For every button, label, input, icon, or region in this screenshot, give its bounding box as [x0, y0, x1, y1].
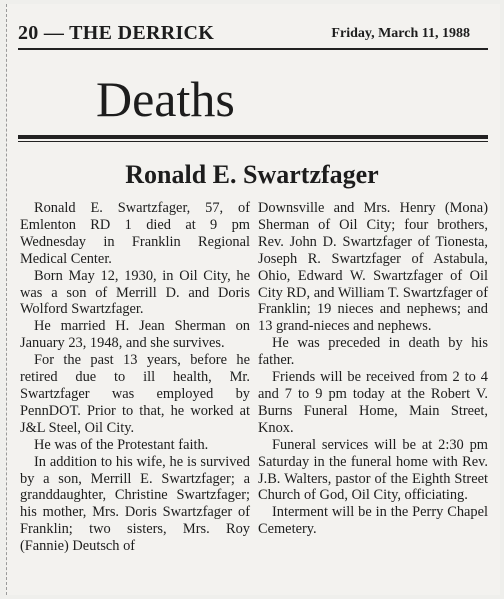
paragraph-3: He married H. Jean Sherman on January 23, 1948, and she survives.: [20, 318, 250, 352]
paragraph-4: For the past 13 years, before he retired due to ill health, Mr. Swartzfager was employed by PennDOT. Prior to that, he worked at J&L Steel, Oil City.: [20, 352, 250, 436]
section-title: Deaths: [96, 71, 235, 127]
paragraph-7: He was preceded in death by his father.: [258, 335, 488, 369]
paragraph-6: In addition to his wife, he is survived by a son, Merrill E. Swartzfager; a granddaughter, Christine Swartzfager; his mother, Mrs. Doris Swartzfager of Franklin; two sisters, Mrs. Roy (Fannie) Deutsch of: [20, 453, 250, 555]
paragraph-1: Ronald E. Swartzfager, 57, of Emlenton RD 1 died at 9 pm Wednesday in Franklin Regional Medical Center.: [20, 200, 250, 267]
paragraph-5: He was of the Protestant faith.: [34, 436, 209, 453]
paragraph-10: Interment will be in the Perry Chapel Cemetery.: [258, 504, 488, 538]
section-rule-thin: [18, 141, 488, 142]
paragraph-2: Born May 12, 1930, in Oil City, he was a son of Merrill D. and Doris Wolford Swartzfager.: [20, 267, 250, 318]
masthead-page-and-paper: 20 — THE DERRICK: [18, 22, 215, 44]
masthead-date: Friday, March 11, 1988: [331, 26, 470, 41]
masthead-rule: [18, 48, 488, 50]
masthead: [18, 20, 488, 46]
obituary-headline: Ronald E. Swartzfager: [125, 160, 379, 189]
section-rule-thick: [18, 135, 488, 139]
paragraph-9: Funeral services will be at 2:30 pm Saturday in the funeral home with Rev. J.B. Walters, pastor of the Eighth Street Church of God, Oil City, officiating.: [258, 436, 488, 504]
article-column-left: [20, 200, 250, 555]
paragraph-8: Friends will be received from 2 to 4 and 7 to 9 pm today at the Robert V. Burns Funeral Home, Main Street, Knox.: [258, 369, 488, 436]
article-column-right: [258, 200, 488, 538]
paragraph-6-continued: Downsville and Mrs. Henry (Mona) Sherman of Oil City; four brothers, Rev. John D. Swartzfager of Tionesta, Joseph R. Swartzfager of Astabula, Ohio, Edward W. Swartzfager of Oil City RD, and William T. Swartzfager of Franklin; 19 nieces and nephews; and 13 grand-nieces and nephews.: [258, 200, 488, 335]
